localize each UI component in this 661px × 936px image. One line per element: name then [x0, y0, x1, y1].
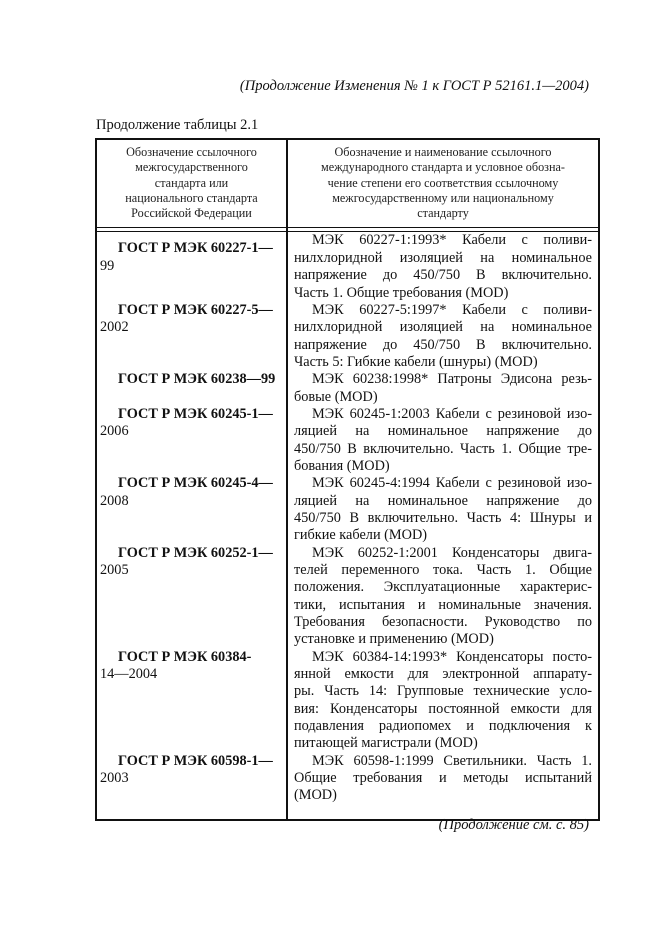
international-standard-cell [287, 302, 599, 371]
description-line: напряжение до 450/750 В включительно. [294, 336, 592, 353]
international-standard-cell [287, 649, 599, 753]
standard-code-line: ГОСТ Р МЭК 60238—99 [118, 371, 276, 388]
header-line: чение степени его соответствия ссылочному [327, 175, 559, 190]
standard-code-line: ГОСТ Р МЭК 60227-1— [118, 240, 273, 257]
description-line: МЭК 60384-14:1993* Конденсаторы посто- [312, 648, 592, 665]
table-row [96, 753, 599, 805]
description-line: МЭК 60598-1:1999 Светильники. Часть 1. [312, 752, 592, 769]
standard-code-line: 2006 [100, 423, 129, 440]
international-standard-cell [287, 545, 599, 649]
table-caption: Продолжение таблицы 2.1 [96, 117, 259, 133]
description-line: ры. Часть 14: Групповые технические усло- [294, 683, 592, 700]
standard-code-line: 2005 [100, 562, 129, 579]
header-line: Обозначение ссылочного [126, 145, 257, 159]
standard-code-line: 2008 [100, 492, 129, 509]
header-cell-national-standard [96, 139, 287, 228]
standard-code-line: ГОСТ Р МЭК 60245-1— [118, 405, 273, 422]
standard-code-line: 2003 [100, 770, 129, 787]
description-line: МЭК 60245-4:1994 Кабели с резиновой изо- [312, 475, 592, 492]
header-line: межгосударственному или национальному [332, 190, 554, 205]
standard-code-line: 14—2004 [100, 666, 158, 683]
description-line: нилхлоридной изоляцией на номинальное [294, 249, 592, 266]
header-cell-international-standard [287, 139, 599, 228]
description-line: МЭК 60227-5:1997* Кабели с поливи- [312, 301, 592, 318]
header-line: Обозначение и наименование ссылочного [334, 145, 552, 159]
international-standard-cell [287, 371, 599, 406]
description-line: МЭК 60252-1:2001 Конденсаторы двига- [312, 544, 592, 561]
header-note: (Продолжение Изменения № 1 к ГОСТ Р 52161.1—2004) [239, 78, 589, 94]
description-line: 450/750 В включительно. Часть 1. Общие тре- [294, 440, 592, 457]
description-line: Требования безопасности. Руководство по [294, 614, 592, 631]
national-standard-cell [96, 475, 287, 544]
national-standard-cell [96, 649, 287, 753]
standard-code-line: ГОСТ Р МЭК 60227-5— [118, 301, 273, 318]
description-line: Часть 5: Гибкие кабели (шнуры) (MOD) [294, 353, 538, 370]
description-line: бовые (MOD) [294, 388, 378, 405]
header-line: межгосударственного [135, 160, 248, 175]
description-line: (MOD) [294, 787, 337, 804]
description-line: 450/750 В включительно. Часть 4: Шнуры и [294, 509, 592, 526]
standard-code-line: ГОСТ Р МЭК 60252-1— [118, 544, 273, 561]
standard-code-line: ГОСТ Р МЭК 60598-1— [118, 752, 273, 769]
table-row [96, 232, 599, 302]
standard-code-line: ГОСТ Р МЭК 60384- [118, 648, 252, 665]
description-line: МЭК 60245-1:2003 Кабели с резиновой изо- [312, 405, 592, 422]
description-line: телей переменного тока. Часть 1. Общие [294, 562, 592, 579]
national-standard-cell [96, 302, 287, 371]
description-line: тики, испытания и номинальные значения. [294, 596, 592, 613]
standard-code-line: ГОСТ Р МЭК 60245-4— [118, 475, 273, 492]
table-row [96, 545, 599, 649]
national-standard-cell [96, 232, 287, 302]
description-line: бования (MOD) [294, 457, 390, 474]
table-row [96, 475, 599, 544]
international-standard-cell [287, 753, 599, 805]
description-line: гибкие кабели (MOD) [294, 527, 428, 544]
description-line: подавления радиопомех и подключения к [294, 718, 592, 735]
header-line: стандарта или [154, 175, 229, 190]
table-row [96, 649, 599, 753]
description-line: положения. Эксплуатационные характерис- [294, 579, 592, 596]
footer-note: (Продолжение см. с. 85) [438, 817, 589, 833]
table-row [96, 302, 599, 371]
description-line: установке и применению (MOD) [294, 631, 494, 648]
description-line: янной емкости для электронной аппарату- [294, 666, 592, 683]
international-standard-cell [287, 406, 599, 475]
international-standard-cell [287, 232, 599, 302]
standards-table [95, 138, 600, 821]
header-line: международного стандарта и условное обозна- [321, 160, 565, 175]
header-line: национального стандарта [125, 190, 258, 205]
standard-code-line: 2002 [100, 319, 129, 336]
description-line: Часть 1. Общие требования (MOD) [294, 284, 509, 301]
national-standard-cell [96, 545, 287, 649]
description-line: напряжение до 450/750 В включительно. [294, 267, 592, 284]
description-line: питающей магистрали (MOD) [294, 735, 478, 752]
international-standard-cell [287, 475, 599, 544]
national-standard-cell [96, 753, 287, 805]
table-header-row [96, 139, 599, 228]
description-line: ляцией на номинальное напряжение до [294, 423, 592, 440]
national-standard-cell [96, 371, 287, 406]
table-row [96, 406, 599, 475]
description-line: ляцией на номинальное напряжение до [294, 492, 592, 509]
description-line: МЭК 60227-1:1993* Кабели с поливи- [312, 232, 592, 249]
description-line: МЭК 60238:1998* Патроны Эдисона резь- [312, 371, 592, 388]
description-line: вия: Конденсаторы постоянной емкости для [294, 700, 592, 717]
header-line: стандарту [417, 206, 469, 221]
national-standard-cell [96, 406, 287, 475]
header-line: Российской Федерации [131, 206, 252, 221]
standard-code-line: 99 [100, 257, 115, 274]
description-line: Общие требования и методы испытаний [294, 770, 592, 787]
table-row [96, 371, 599, 406]
spacer-cell [96, 805, 287, 820]
description-line: нилхлоридной изоляцией на номинальное [294, 319, 592, 336]
